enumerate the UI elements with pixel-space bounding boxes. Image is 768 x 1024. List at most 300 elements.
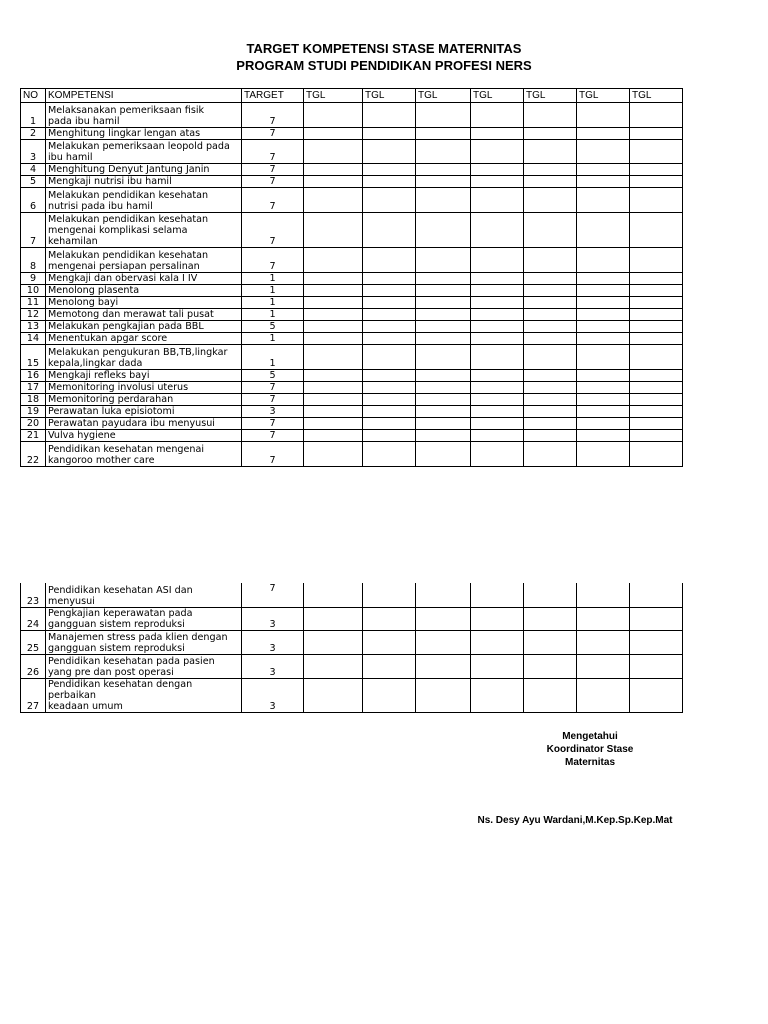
date-cell[interactable] <box>363 382 416 394</box>
date-cell[interactable] <box>577 370 630 382</box>
date-cell[interactable] <box>416 273 471 285</box>
target-cell: 1 <box>242 309 304 321</box>
date-cell[interactable] <box>304 188 363 213</box>
date-cell[interactable] <box>630 418 683 430</box>
document-subtitle: PROGRAM STUDI PENDIDIKAN PROFESI NERS <box>236 58 532 73</box>
date-cell[interactable] <box>524 128 577 140</box>
column-header-tgl: TGL <box>304 89 363 103</box>
date-cell[interactable] <box>304 176 363 188</box>
date-cell[interactable] <box>577 394 630 406</box>
date-cell[interactable] <box>630 333 683 345</box>
date-cell[interactable] <box>416 442 471 467</box>
date-cell[interactable] <box>363 176 416 188</box>
date-cell[interactable] <box>416 382 471 394</box>
date-cell[interactable] <box>630 583 683 607</box>
date-cell[interactable] <box>363 309 416 321</box>
date-cell[interactable] <box>630 128 683 140</box>
date-cell[interactable] <box>363 607 416 630</box>
competency-cell: Mengkaji dan obervasi kala I IV <box>46 273 242 285</box>
date-cell[interactable] <box>630 345 683 370</box>
table-row <box>21 406 683 418</box>
date-cell[interactable] <box>416 309 471 321</box>
competency-cell: Menghitung Denyut Jantung Janin <box>46 164 242 176</box>
target-cell: 7 <box>242 382 304 394</box>
competency-cell: Vulva hygiene <box>46 430 242 442</box>
target-cell: 3 <box>242 678 304 712</box>
date-cell[interactable] <box>304 394 363 406</box>
date-cell[interactable] <box>471 394 524 406</box>
table-row <box>21 630 683 654</box>
date-cell[interactable] <box>630 285 683 297</box>
date-cell[interactable] <box>471 188 524 213</box>
target-cell: 1 <box>242 285 304 297</box>
table-row <box>21 297 683 309</box>
date-cell[interactable] <box>471 128 524 140</box>
date-cell[interactable] <box>577 678 630 712</box>
row-number: 2 <box>21 128 46 140</box>
competency-cell: Memonitoring involusi uterus <box>46 382 242 394</box>
table-row <box>21 583 683 607</box>
column-header-tgl: TGL <box>471 89 524 103</box>
row-number: 18 <box>21 394 46 406</box>
date-cell[interactable] <box>524 630 577 654</box>
table-row <box>21 345 683 370</box>
date-cell[interactable] <box>630 382 683 394</box>
date-cell[interactable] <box>630 103 683 128</box>
signature-acknowledged: Mengetahui <box>562 731 618 742</box>
competency-cell: Menentukan apgar score <box>46 333 242 345</box>
target-cell: 7 <box>242 188 304 213</box>
target-cell: 7 <box>242 176 304 188</box>
date-cell[interactable] <box>524 370 577 382</box>
date-cell[interactable] <box>471 164 524 176</box>
date-cell[interactable] <box>524 345 577 370</box>
date-cell[interactable] <box>577 333 630 345</box>
date-cell[interactable] <box>471 333 524 345</box>
date-cell[interactable] <box>471 176 524 188</box>
table-row <box>21 285 683 297</box>
competency-cell: Melakukan pendidikan kesehatan mengenai komplikasi selama kehamilan <box>46 213 242 248</box>
row-number: 4 <box>21 164 46 176</box>
date-cell[interactable] <box>577 140 630 164</box>
target-cell: 1 <box>242 345 304 370</box>
date-cell[interactable] <box>363 345 416 370</box>
row-number: 10 <box>21 285 46 297</box>
date-cell[interactable] <box>304 103 363 128</box>
competency-table-continued <box>20 583 683 713</box>
competency-cell: Menolong bayi <box>46 297 242 309</box>
date-cell[interactable] <box>416 678 471 712</box>
date-cell[interactable] <box>363 418 416 430</box>
date-cell[interactable] <box>304 309 363 321</box>
row-number: 17 <box>21 382 46 394</box>
competency-cell: Mengkaji nutrisi ibu hamil <box>46 176 242 188</box>
date-cell[interactable] <box>363 128 416 140</box>
date-cell[interactable] <box>577 285 630 297</box>
date-cell[interactable] <box>471 321 524 333</box>
row-number: 27 <box>21 678 46 712</box>
target-cell: 5 <box>242 370 304 382</box>
competency-cell: Pendidikan kesehatan dengan perbaikan keadaan umum <box>46 678 242 712</box>
date-cell[interactable] <box>524 418 577 430</box>
date-cell[interactable] <box>304 273 363 285</box>
target-cell: 3 <box>242 654 304 678</box>
date-cell[interactable] <box>524 442 577 467</box>
date-cell[interactable] <box>363 321 416 333</box>
date-cell[interactable] <box>630 164 683 176</box>
date-cell[interactable] <box>416 430 471 442</box>
date-cell[interactable] <box>577 309 630 321</box>
date-cell[interactable] <box>524 394 577 406</box>
table-row <box>21 678 683 712</box>
date-cell[interactable] <box>577 176 630 188</box>
table-row <box>21 309 683 321</box>
table-row <box>21 418 683 430</box>
table-row <box>21 273 683 285</box>
signature-unit: Maternitas <box>564 757 615 768</box>
date-cell[interactable] <box>630 273 683 285</box>
date-cell[interactable] <box>304 678 363 712</box>
date-cell[interactable] <box>471 248 524 273</box>
date-cell[interactable] <box>524 321 577 333</box>
date-cell[interactable] <box>524 213 577 248</box>
date-cell[interactable] <box>577 345 630 370</box>
competency-cell: Melakukan pendidikan kesehatan mengenai persiapan persalinan <box>46 248 242 273</box>
table-row <box>21 140 683 164</box>
date-cell[interactable] <box>524 164 577 176</box>
date-cell[interactable] <box>304 128 363 140</box>
date-cell[interactable] <box>363 164 416 176</box>
date-cell[interactable] <box>416 103 471 128</box>
row-number: 1 <box>21 103 46 128</box>
date-cell[interactable] <box>471 309 524 321</box>
row-number: 3 <box>21 140 46 164</box>
date-cell[interactable] <box>630 188 683 213</box>
date-cell[interactable] <box>630 654 683 678</box>
date-cell[interactable] <box>304 442 363 467</box>
row-number: 25 <box>21 630 46 654</box>
row-number: 8 <box>21 248 46 273</box>
competency-cell: Pendidikan kesehatan pada pasien yang pre dan post operasi <box>46 654 242 678</box>
date-cell[interactable] <box>416 333 471 345</box>
signer-name: Ns. Desy Ayu Wardani,M.Kep.Sp.Kep.Mat <box>477 815 673 826</box>
date-cell[interactable] <box>524 333 577 345</box>
date-cell[interactable] <box>471 382 524 394</box>
date-cell[interactable] <box>363 442 416 467</box>
date-cell[interactable] <box>304 164 363 176</box>
date-cell[interactable] <box>416 654 471 678</box>
table-row <box>21 188 683 213</box>
row-number: 21 <box>21 430 46 442</box>
column-header-target: TARGET <box>242 89 304 103</box>
date-cell[interactable] <box>304 345 363 370</box>
row-number: 22 <box>21 442 46 467</box>
date-cell[interactable] <box>471 630 524 654</box>
date-cell[interactable] <box>577 654 630 678</box>
date-cell[interactable] <box>363 678 416 712</box>
date-cell[interactable] <box>524 273 577 285</box>
date-cell[interactable] <box>577 164 630 176</box>
date-cell[interactable] <box>630 309 683 321</box>
date-cell[interactable] <box>630 248 683 273</box>
date-cell[interactable] <box>416 418 471 430</box>
date-cell[interactable] <box>630 394 683 406</box>
row-number: 16 <box>21 370 46 382</box>
signature-role: Koordinator Stase <box>546 744 634 755</box>
date-cell[interactable] <box>471 213 524 248</box>
date-cell[interactable] <box>416 176 471 188</box>
date-cell[interactable] <box>471 418 524 430</box>
date-cell[interactable] <box>471 654 524 678</box>
date-cell[interactable] <box>416 188 471 213</box>
date-cell[interactable] <box>416 140 471 164</box>
date-cell[interactable] <box>416 370 471 382</box>
competency-cell: Perawatan luka episiotomi <box>46 406 242 418</box>
date-cell[interactable] <box>524 285 577 297</box>
date-cell[interactable] <box>630 442 683 467</box>
column-header-kompetensi: KOMPETENSI <box>46 89 242 103</box>
date-cell[interactable] <box>304 370 363 382</box>
row-number: 9 <box>21 273 46 285</box>
date-cell[interactable] <box>416 607 471 630</box>
date-cell[interactable] <box>577 213 630 248</box>
date-cell[interactable] <box>577 430 630 442</box>
competency-cell: Melaksanakan pemeriksaan fisik pada ibu hamil <box>46 103 242 128</box>
date-cell[interactable] <box>630 370 683 382</box>
document-title: TARGET KOMPETENSI STASE MATERNITAS <box>246 41 522 56</box>
date-cell[interactable] <box>577 297 630 309</box>
table-row <box>21 333 683 345</box>
date-cell[interactable] <box>471 583 524 607</box>
competency-cell: Melakukan pengukuran BB,TB,lingkar kepala,lingkar dada <box>46 345 242 370</box>
date-cell[interactable] <box>577 406 630 418</box>
date-cell[interactable] <box>304 140 363 164</box>
row-number: 23 <box>21 583 46 607</box>
target-cell: 3 <box>242 607 304 630</box>
date-cell[interactable] <box>630 630 683 654</box>
date-cell[interactable] <box>577 418 630 430</box>
table-row <box>21 382 683 394</box>
target-cell: 7 <box>242 394 304 406</box>
date-cell[interactable] <box>471 370 524 382</box>
date-cell[interactable] <box>363 630 416 654</box>
date-cell[interactable] <box>304 418 363 430</box>
date-cell[interactable] <box>363 188 416 213</box>
date-cell[interactable] <box>304 654 363 678</box>
competency-cell: Melakukan pendidikan kesehatan nutrisi pada ibu hamil <box>46 188 242 213</box>
date-cell[interactable] <box>363 213 416 248</box>
date-cell[interactable] <box>577 607 630 630</box>
date-cell[interactable] <box>363 140 416 164</box>
date-cell[interactable] <box>524 248 577 273</box>
date-cell[interactable] <box>630 176 683 188</box>
date-cell[interactable] <box>524 607 577 630</box>
date-cell[interactable] <box>577 273 630 285</box>
row-number: 13 <box>21 321 46 333</box>
date-cell[interactable] <box>416 213 471 248</box>
competency-cell: Memotong dan merawat tali pusat <box>46 309 242 321</box>
competency-cell: Mengkaji refleks bayi <box>46 370 242 382</box>
date-cell[interactable] <box>304 607 363 630</box>
column-header-tgl: TGL <box>630 89 683 103</box>
target-cell: 7 <box>242 164 304 176</box>
date-cell[interactable] <box>416 630 471 654</box>
date-cell[interactable] <box>304 583 363 607</box>
row-number: 20 <box>21 418 46 430</box>
column-header-tgl: TGL <box>577 89 630 103</box>
date-cell[interactable] <box>471 140 524 164</box>
table-row <box>21 442 683 467</box>
date-cell[interactable] <box>577 248 630 273</box>
date-cell[interactable] <box>577 321 630 333</box>
date-cell[interactable] <box>577 630 630 654</box>
date-cell[interactable] <box>363 103 416 128</box>
date-cell[interactable] <box>524 309 577 321</box>
date-cell[interactable] <box>524 176 577 188</box>
date-cell[interactable] <box>363 297 416 309</box>
date-cell[interactable] <box>471 345 524 370</box>
date-cell[interactable] <box>577 442 630 467</box>
target-cell: 1 <box>242 333 304 345</box>
date-cell[interactable] <box>630 406 683 418</box>
date-cell[interactable] <box>471 406 524 418</box>
table-row <box>21 213 683 248</box>
date-cell[interactable] <box>363 273 416 285</box>
date-cell[interactable] <box>416 248 471 273</box>
row-number: 7 <box>21 213 46 248</box>
table-row <box>21 164 683 176</box>
date-cell[interactable] <box>304 333 363 345</box>
competency-cell: Memonitoring perdarahan <box>46 394 242 406</box>
date-cell[interactable] <box>577 188 630 213</box>
date-cell[interactable] <box>304 406 363 418</box>
date-cell[interactable] <box>304 382 363 394</box>
date-cell[interactable] <box>363 248 416 273</box>
date-cell[interactable] <box>524 406 577 418</box>
date-cell[interactable] <box>416 345 471 370</box>
row-number: 14 <box>21 333 46 345</box>
target-cell: 7 <box>242 248 304 273</box>
date-cell[interactable] <box>363 394 416 406</box>
date-cell[interactable] <box>524 140 577 164</box>
date-cell[interactable] <box>524 583 577 607</box>
competency-cell: Pendidikan kesehatan ASI dan menyusui <box>46 583 242 607</box>
date-cell[interactable] <box>524 297 577 309</box>
date-cell[interactable] <box>304 630 363 654</box>
date-cell[interactable] <box>416 406 471 418</box>
date-cell[interactable] <box>416 285 471 297</box>
target-cell: 7 <box>242 583 304 607</box>
date-cell[interactable] <box>416 297 471 309</box>
date-cell[interactable] <box>471 285 524 297</box>
date-cell[interactable] <box>471 607 524 630</box>
date-cell[interactable] <box>630 321 683 333</box>
table-row <box>21 321 683 333</box>
competency-cell: Perawatan payudara ibu menyusui <box>46 418 242 430</box>
row-number: 6 <box>21 188 46 213</box>
competency-cell: Menghitung lingkar lengan atas <box>46 128 242 140</box>
date-cell[interactable] <box>363 654 416 678</box>
competency-cell: Melakukan pemeriksaan leopold pada ibu hamil <box>46 140 242 164</box>
date-cell[interactable] <box>416 394 471 406</box>
date-cell[interactable] <box>630 213 683 248</box>
date-cell[interactable] <box>363 583 416 607</box>
date-cell[interactable] <box>304 297 363 309</box>
date-cell[interactable] <box>363 333 416 345</box>
table-row <box>21 394 683 406</box>
date-cell[interactable] <box>471 442 524 467</box>
date-cell[interactable] <box>524 103 577 128</box>
date-cell[interactable] <box>304 248 363 273</box>
date-cell[interactable] <box>524 654 577 678</box>
table-row <box>21 176 683 188</box>
date-cell[interactable] <box>471 678 524 712</box>
date-cell[interactable] <box>524 188 577 213</box>
competency-cell: Pengkajian keperawatan pada gangguan sistem reproduksi <box>46 607 242 630</box>
column-header-tgl: TGL <box>524 89 577 103</box>
row-number: 26 <box>21 654 46 678</box>
column-header-no: NO <box>21 89 46 103</box>
target-cell: 3 <box>242 630 304 654</box>
competency-cell: Pendidikan kesehatan mengenai kangoroo mother care <box>46 442 242 467</box>
date-cell[interactable] <box>524 430 577 442</box>
date-cell[interactable] <box>630 678 683 712</box>
target-cell: 1 <box>242 273 304 285</box>
date-cell[interactable] <box>630 140 683 164</box>
competency-table <box>20 88 683 467</box>
table-header-row <box>21 89 683 103</box>
date-cell[interactable] <box>363 285 416 297</box>
date-cell[interactable] <box>416 321 471 333</box>
date-cell[interactable] <box>630 607 683 630</box>
date-cell[interactable] <box>577 583 630 607</box>
date-cell[interactable] <box>304 285 363 297</box>
table-row <box>21 103 683 128</box>
date-cell[interactable] <box>304 430 363 442</box>
date-cell[interactable] <box>577 382 630 394</box>
column-header-tgl: TGL <box>363 89 416 103</box>
date-cell[interactable] <box>524 678 577 712</box>
date-cell[interactable] <box>363 430 416 442</box>
date-cell[interactable] <box>630 297 683 309</box>
date-cell[interactable] <box>304 321 363 333</box>
target-cell: 7 <box>242 430 304 442</box>
date-cell[interactable] <box>363 370 416 382</box>
row-number: 15 <box>21 345 46 370</box>
date-cell[interactable] <box>416 128 471 140</box>
date-cell[interactable] <box>471 273 524 285</box>
date-cell[interactable] <box>524 382 577 394</box>
date-cell[interactable] <box>363 406 416 418</box>
date-cell[interactable] <box>304 213 363 248</box>
row-number: 24 <box>21 607 46 630</box>
date-cell[interactable] <box>577 103 630 128</box>
target-cell: 7 <box>242 140 304 164</box>
date-cell[interactable] <box>416 164 471 176</box>
date-cell[interactable] <box>577 128 630 140</box>
row-number: 12 <box>21 309 46 321</box>
row-number: 11 <box>21 297 46 309</box>
competency-cell: Manajemen stress pada klien dengan gangguan sistem reproduksi <box>46 630 242 654</box>
date-cell[interactable] <box>471 430 524 442</box>
competency-cell: Melakukan pengkajian pada BBL <box>46 321 242 333</box>
target-cell: 1 <box>242 297 304 309</box>
date-cell[interactable] <box>471 103 524 128</box>
date-cell[interactable] <box>630 430 683 442</box>
column-header-tgl: TGL <box>416 89 471 103</box>
date-cell[interactable] <box>416 583 471 607</box>
date-cell[interactable] <box>471 297 524 309</box>
